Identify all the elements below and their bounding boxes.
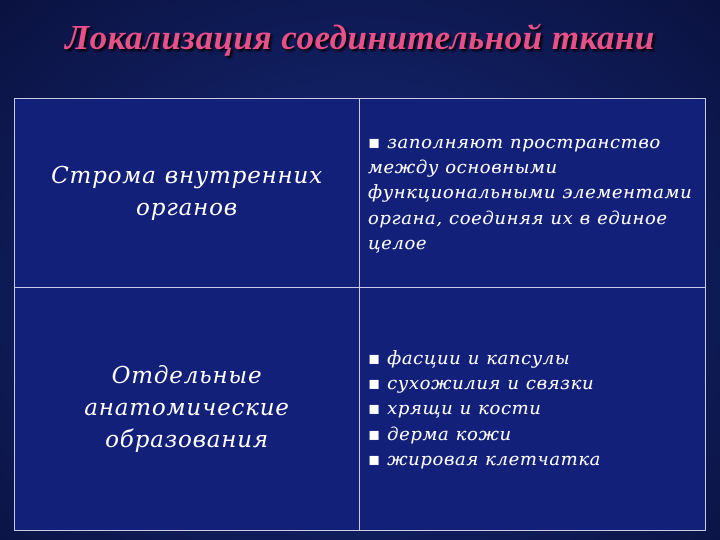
localization-table [14, 98, 706, 531]
list-item: ▪ сухожилия и связки [368, 371, 704, 396]
table-row [15, 288, 706, 531]
list-item: ▪ хрящи и кости [368, 396, 704, 421]
stroma-description: ▪ заполняют пространство между основными функциональными элементами органа, соединяя их в единое целое [368, 132, 692, 254]
row-description-anatomical [360, 288, 706, 531]
table-row [15, 99, 706, 288]
list-item: ▪ жировая клетчатка [368, 447, 704, 472]
row-name-stroma: Строма внутренних органов [15, 99, 360, 288]
anatomical-items-list [368, 346, 704, 472]
slide-title: Локализация соединительной ткани [65, 18, 655, 57]
list-item: ▪ дерма кожи [368, 422, 704, 447]
row-name-anatomical: Отдельные анатомические образования [15, 288, 360, 531]
list-item: ▪ фасции и капсулы [368, 346, 704, 371]
row-description-stroma [360, 99, 706, 288]
